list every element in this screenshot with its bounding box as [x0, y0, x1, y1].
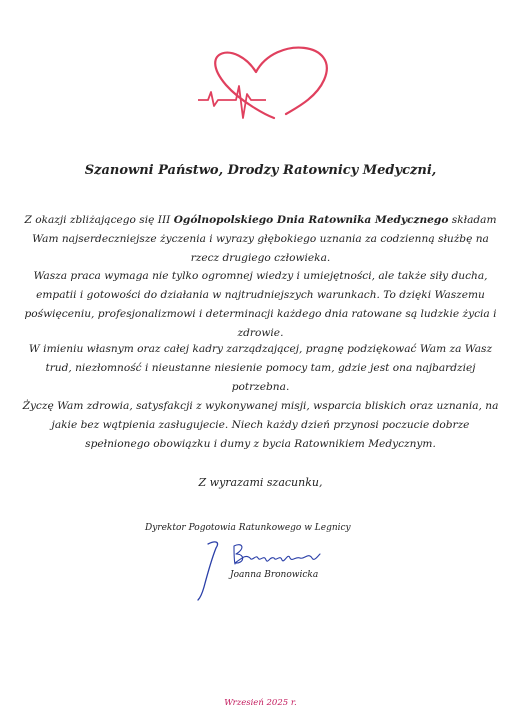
paragraph-1-prefix: Z okazji zbliżającego się III [24, 214, 174, 226]
heart-ecg-logo-icon [196, 30, 336, 140]
signature-initial [198, 542, 218, 600]
greeting: Szanowni Państwo, Drodzy Ratownicy Medyczni, [84, 163, 437, 178]
signature-surname [234, 545, 320, 564]
date: Wrzesień 2025 r. [224, 698, 297, 708]
paragraph-4: Życzę Wam zdrowia, satysfakcji z wykonywanej misji, wsparcia bliskich oraz uznania, na jakie bez wątpienia zasługujecie. Niech każdy dzień przynosi poczucie dobrze spełnionego obowiązku i dumy z bycia Ratownikiem Medycznym. [22, 400, 499, 450]
paragraph-1 [18, 211, 503, 268]
signatory-name: Joanna Bronowicka [230, 570, 319, 580]
paragraph-2: Wasza praca wymaga nie tylko ogromnej wiedzy i umiejętności, ale także siły ducha, empatii i gotowości do działania w najtrudniejszych warunkach. To dzięki Waszemu poświęceniu, profesjonalizmowi i determinacji każdego dnia ratowane są ludzkie życia i zdrowie. [24, 270, 497, 339]
handwritten-signature [190, 532, 330, 602]
paragraph-3: W imieniu własnym oraz całej kadry zarządzającej, pragnę podziękować Wam za Wasz trud, niezłomność i nieustanne niesienie pomocy tam, gdzie jest ona najbardziej potrzebna. [28, 343, 493, 393]
signatory-title: Dyrektor Pogotowia Ratunkowego w Legnicy [145, 523, 351, 533]
heart-outline [215, 48, 327, 118]
closing: Z wyrazami szacunku, [198, 476, 323, 489]
paragraph-1-suffix: składam Wam najserdeczniejsze życzenia i wyrazy głębokiego uznania za codzienną służbę na rzecz drugiego człowieka. [32, 214, 497, 264]
paragraph-1-bold: Ogólnopolskiego Dnia Ratownika Medycznego [173, 214, 449, 226]
